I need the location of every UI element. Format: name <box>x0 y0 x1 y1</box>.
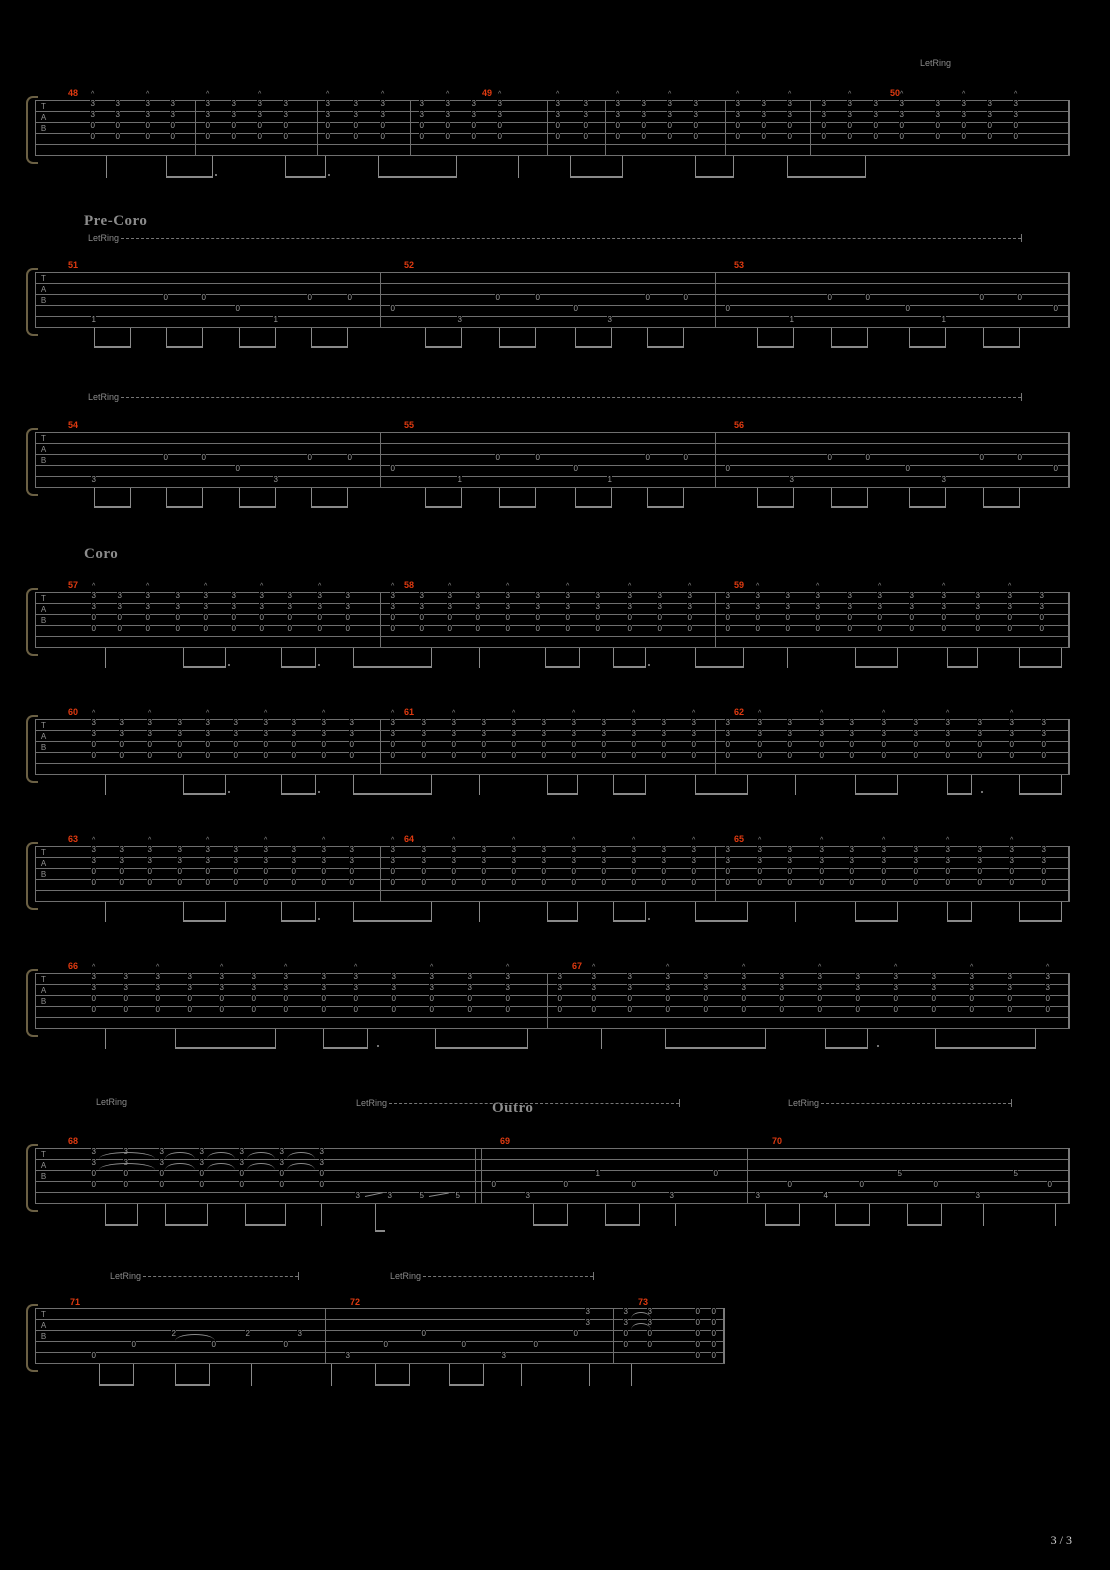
measure-number: 52 <box>404 260 415 270</box>
let-ring-marker: LetRing <box>920 58 952 68</box>
tab-staff: T A B 3 3 0 0 3 3 0 0 3 3 0 0 3 3 0 0 3 3 0 0 3 3 0 0 3 3 0 0 3 3 5 5 0 3 0 1 0 3 0 3 0 4 0 5 0 3 5 0 <box>35 1148 1070 1204</box>
staff-brace <box>26 588 38 656</box>
measure-number: 72 <box>350 1297 361 1307</box>
tab-staff: T A B 3 3 0 0 3 3 0 0 3 3 0 0 3 3 0 0 3 3 0 0 3 3 0 0 3 3 0 0 3 3 0 0 3 3 0 0 3 3 0 0 3 3 0 0 3 3 0 0 3 3 0 0 3 3 0 0 3 3 0 0 3 3 0 0 3 3 0 0 3 3 0 0 3 3 0 0 3 3 0 0 3 3 0 0 3 3 0 0 3 3 0 0 3 3 0 0 3 3 0 0 3 3 0 0 3 3 0 0 3 3 0 0 3 3 0 0 3 3 0 0 3 3 0 0 3 3 0 0 ^ ^ ^ ^ ^ ^ ^ ^ ^ ^ ^ ^ ^ ^ ^ ^ ^ <box>35 100 1070 156</box>
tab-staff: T A B 3 3 0 0 3 3 0 0 3 3 0 0 3 3 0 0 3 3 0 0 3 3 0 0 3 3 0 0 3 3 0 0 3 3 0 0 3 3 0 0 3 3 0 0 3 3 0 0 3 3 0 0 3 3 0 0 3 3 0 0 3 3 0 0 3 3 0 0 3 3 0 0 3 3 0 0 3 3 0 0 3 3 0 0 3 3 0 0 3 3 0 0 3 3 0 0 3 3 0 0 3 3 0 0 3 3 0 0 ^ ^ ^ ^ ^ ^ ^ ^ ^ ^ ^ ^ ^ ^ <box>35 973 1070 1029</box>
staff-brace <box>26 96 38 164</box>
staff-brace <box>26 969 38 1037</box>
measure-number: 69 <box>500 1136 511 1146</box>
tab-staff: T A B 1 0 0 0 1 0 0 0 3 0 0 0 3 0 0 0 1 0 0 0 1 0 0 0 <box>35 272 1070 328</box>
tab-staff: T A B 3 0 0 0 3 0 0 0 1 0 0 0 1 0 0 0 3 0 0 0 3 0 0 0 <box>35 432 1070 488</box>
tab-clef: T A B <box>40 102 47 133</box>
tab-clef: T A B <box>40 848 47 879</box>
measure-number: 62 <box>734 707 745 717</box>
let-ring-marker: LetRing <box>390 1270 594 1281</box>
measure-number: 70 <box>772 1136 783 1146</box>
tab-clef: T A B <box>40 1310 47 1341</box>
tab-clef: T A B <box>40 975 47 1006</box>
measure-number: 65 <box>734 834 745 844</box>
measure-number: 60 <box>68 707 79 717</box>
let-ring-marker: LetRing <box>356 1097 680 1108</box>
measure-number: 48 <box>68 88 79 98</box>
tab-staff: T A B 0 0 2 0 2 0 3 3 0 0 0 3 0 0 3 3 3 3 0 0 3 3 0 0 0 0 0 0 0 0 0 0 0 0 <box>35 1308 725 1364</box>
section-title-outro: Outro <box>492 1100 534 1116</box>
let-ring-marker: LetRing <box>110 1270 299 1281</box>
measure-number: 50 <box>890 88 901 98</box>
let-ring-marker: LetRing <box>88 391 1022 402</box>
measure-number: 64 <box>404 834 415 844</box>
measure-number: 67 <box>572 961 583 971</box>
staff-brace <box>26 268 38 336</box>
section-title-pre-coro: Pre-Coro <box>84 213 148 229</box>
measure-number: 59 <box>734 580 745 590</box>
measure-number: 56 <box>734 420 745 430</box>
let-ring-marker: LetRing <box>96 1097 128 1107</box>
measure-number: 58 <box>404 580 415 590</box>
tab-clef: T A B <box>40 274 47 305</box>
staff-brace <box>26 428 38 496</box>
tab-staff: T A B 3 3 0 0 3 3 0 0 3 3 0 0 3 3 0 0 3 3 0 0 3 3 0 0 3 3 0 0 3 3 0 0 3 3 0 0 3 3 0 0 3 3 0 0 3 3 0 0 3 3 0 0 3 3 0 0 3 3 0 0 3 3 0 0 3 3 0 0 3 3 0 0 3 3 0 0 3 3 0 0 3 3 0 0 3 3 0 0 3 3 0 0 3 3 0 0 3 3 0 0 3 3 0 0 3 3 0 0 3 3 0 0 3 3 0 0 3 3 0 0 3 3 0 0 3 3 0 0 ^ ^ ^ ^ ^ ^ ^ ^ ^ ^ ^ ^ ^ ^ ^ ^ <box>35 719 1070 775</box>
measure-number: 73 <box>638 1297 649 1307</box>
staff-brace <box>26 715 38 783</box>
page-number: 3 / 3 <box>1050 1533 1072 1547</box>
measure-number: 53 <box>734 260 745 270</box>
measure-number: 54 <box>68 420 79 430</box>
measure-number: 68 <box>68 1136 79 1146</box>
tab-staff: T A B 3 3 0 0 3 3 0 0 3 3 0 0 3 3 0 0 3 3 0 0 3 3 0 0 3 3 0 0 3 3 0 0 3 3 0 0 3 3 0 0 3 3 0 0 3 3 0 0 3 3 0 0 3 3 0 0 3 3 0 0 3 3 0 0 3 3 0 0 3 3 0 0 3 3 0 0 3 3 0 0 3 3 0 0 3 3 0 0 3 3 0 0 3 3 0 0 3 3 0 0 3 3 0 0 3 3 0 0 3 3 0 0 3 3 0 0 3 3 0 0 3 3 0 0 3 3 0 0 ^ ^ ^ ^ ^ ^ ^ ^ ^ ^ ^ ^ ^ ^ ^ ^ <box>35 592 1070 648</box>
measure-number: 71 <box>70 1297 81 1307</box>
let-ring-marker: LetRing <box>88 232 1022 243</box>
tab-clef: T A B <box>40 434 47 465</box>
measure-number: 55 <box>404 420 415 430</box>
tab-staff: T A B 3 3 0 0 3 3 0 0 3 3 0 0 3 3 0 0 3 3 0 0 3 3 0 0 3 3 0 0 3 3 0 0 3 3 0 0 3 3 0 0 3 3 0 0 3 3 0 0 3 3 0 0 3 3 0 0 3 3 0 0 3 3 0 0 3 3 0 0 3 3 0 0 3 3 0 0 3 3 0 0 3 3 0 0 3 3 0 0 3 3 0 0 3 3 0 0 3 3 0 0 3 3 0 0 3 3 0 0 3 3 0 0 3 3 0 0 3 3 0 0 3 3 0 0 3 3 0 0 ^ ^ ^ ^ ^ ^ ^ ^ ^ ^ ^ ^ ^ ^ ^ ^ <box>35 846 1070 902</box>
measure-number: 61 <box>404 707 415 717</box>
measure-number: 49 <box>482 88 493 98</box>
let-ring-marker: LetRing <box>788 1097 1012 1108</box>
measure-number: 57 <box>68 580 79 590</box>
staff-brace <box>26 1304 38 1372</box>
staff-brace <box>26 842 38 910</box>
measure-number: 66 <box>68 961 79 971</box>
tab-clef: T A B <box>40 594 47 625</box>
tab-clef: T A B <box>40 1150 47 1181</box>
measure-number: 51 <box>68 260 79 270</box>
staff-brace <box>26 1144 38 1212</box>
tab-clef: T A B <box>40 721 47 752</box>
measure-number: 63 <box>68 834 79 844</box>
section-title-coro: Coro <box>84 546 119 562</box>
